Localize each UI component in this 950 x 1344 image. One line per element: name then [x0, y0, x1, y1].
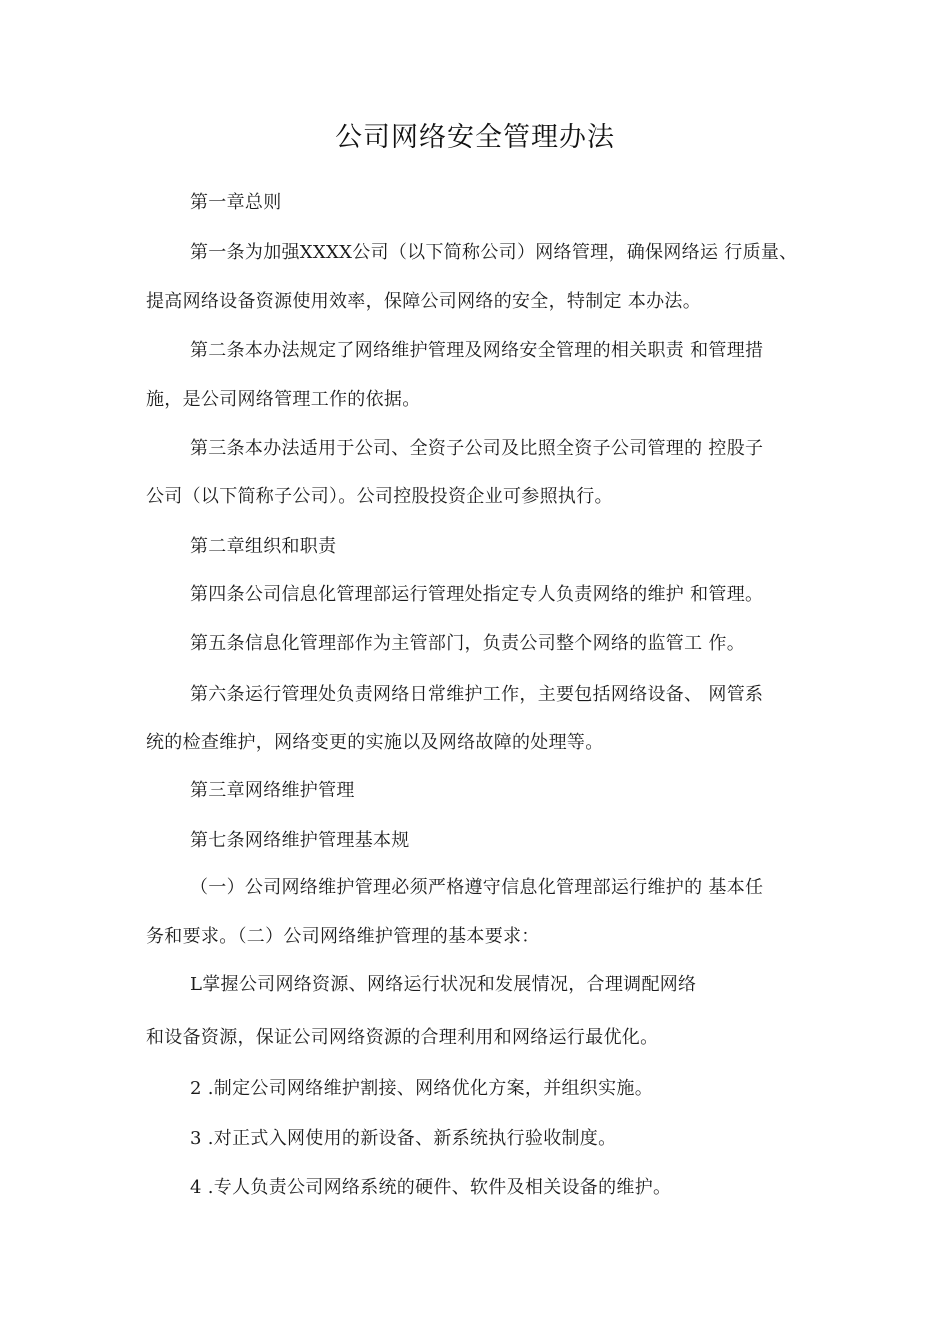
- paragraph-line: 第三条本办法适用于公司、全资子公司及比照全资子公司管理的 控股子: [190, 438, 764, 459]
- paragraph-line: 统的检查维护，网络变更的实施以及网络故障的处理等。: [146, 732, 604, 753]
- paragraph-line: 第一条为加强XXXX公司（以下简称公司）网络管理，确保网络运 行质量、: [190, 242, 798, 263]
- paragraph-line: 第四条公司信息化管理部运行管理处指定专人负责网络的维护 和管理。: [190, 584, 764, 605]
- list-item-continuation: 和设备资源，保证公司网络资源的合理利用和网络运行最优化。: [146, 1027, 659, 1048]
- document-title: 公司网络安全管理办法: [335, 122, 615, 153]
- paragraph-line: 第二条本办法规定了网络维护管理及网络安全管理的相关职责 和管理措: [190, 340, 764, 361]
- chapter-heading: 第二章组织和职责: [190, 536, 337, 557]
- chapter-heading: 第一章总则: [190, 192, 282, 213]
- list-item: L掌握公司网络资源、网络运行状况和发展情况，合理调配网络: [190, 974, 697, 995]
- paragraph-line: 第六条运行管理处负责网络日常维护工作，主要包括网络设备、 网管系: [190, 684, 764, 705]
- paragraph-line: （一）公司网络维护管理必须严格遵守信息化管理部运行维护的 基本任: [190, 877, 764, 898]
- paragraph-line: 公司（以下简称子公司）。公司控股投资企业可参照执行。: [146, 486, 613, 507]
- paragraph-line: 务和要求。（二）公司网络维护管理的基本要求：: [146, 926, 540, 947]
- paragraph-line: 施，是公司网络管理工作的依据。: [146, 389, 421, 410]
- paragraph-line: 第五条信息化管理部作为主管部门，负责公司整个网络的监管工 作。: [190, 633, 746, 654]
- list-item: 3 .对正式入网使用的新设备、新系统执行验收制度。: [190, 1128, 617, 1149]
- paragraph-line: 第七条网络维护管理基本规: [190, 830, 410, 851]
- chapter-heading: 第三章网络维护管理: [190, 780, 355, 801]
- list-item: 4 .专人负责公司网络系统的硬件、软件及相关设备的维护。: [190, 1177, 672, 1198]
- list-item: 2 .制定公司网络维护割接、网络优化方案，并组织实施。: [190, 1078, 653, 1099]
- paragraph-line: 提高网络设备资源使用效率，保障公司网络的安全，特制定 本办法。: [146, 291, 702, 312]
